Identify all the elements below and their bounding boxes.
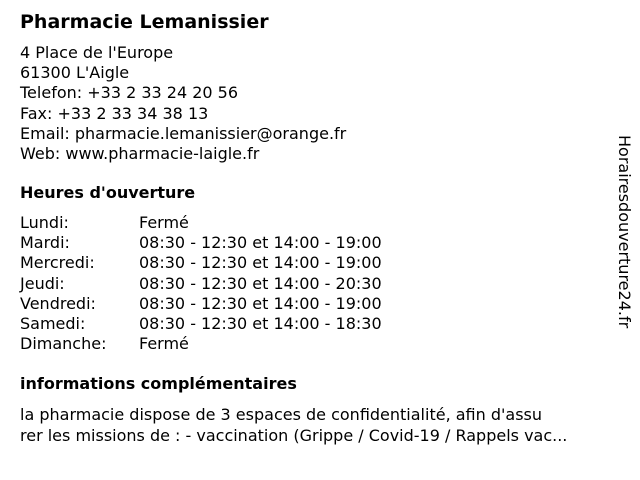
info-text: [20, 404, 567, 446]
address-line-1: 4 Place de l'Europe: [20, 43, 174, 62]
info-heading: informations complémentaires: [20, 374, 297, 393]
info-line-1: la pharmacie dispose de 3 espaces de confidentialité, afin d'assu: [20, 405, 543, 424]
phone-number: Telefon: +33 2 33 24 20 56: [20, 83, 239, 103]
day-label: Jeudi:: [20, 273, 65, 293]
day-label: Dimanche:: [20, 334, 107, 354]
time-value: 08:30 - 12:30 et 14:00 - 19:00: [139, 233, 382, 253]
address-line-2: 61300 L'Aigle: [20, 63, 130, 83]
time-value: 08:30 - 12:30 et 14:00 - 18:30: [139, 313, 382, 333]
time-value: 08:30 - 12:30 et 14:00 - 20:30: [139, 273, 382, 293]
website: Web: www.pharmacie-laigle.fr: [20, 144, 260, 164]
pharmacy-name: Pharmacie Lemanissier: [20, 11, 269, 33]
time-value: 08:30 - 12:30 et 14:00 - 19:00: [139, 293, 382, 313]
info-line-2: rer les missions de : - vaccination (Grippe / Covid-19 / Rappels vac...: [20, 426, 568, 445]
site-watermark: Horairesdouverture24.fr: [615, 135, 634, 329]
day-label: Mardi:: [20, 233, 70, 253]
hours-heading: Heures d'ouverture: [20, 183, 196, 202]
fax-number: Fax: +33 2 33 34 38 13: [20, 103, 209, 123]
time-value: 08:30 - 12:30 et 14:00 - 19:00: [139, 253, 382, 273]
time-value: Fermé: [139, 213, 189, 232]
email-address: Email: pharmacie.lemanissier@orange.fr: [20, 123, 347, 143]
day-label: Lundi:: [20, 213, 69, 232]
day-label: Mercredi:: [20, 253, 95, 273]
time-value: Fermé: [139, 334, 189, 354]
contact-block: [20, 43, 346, 164]
day-label: Samedi:: [20, 313, 86, 333]
day-label: Vendredi:: [20, 293, 96, 313]
